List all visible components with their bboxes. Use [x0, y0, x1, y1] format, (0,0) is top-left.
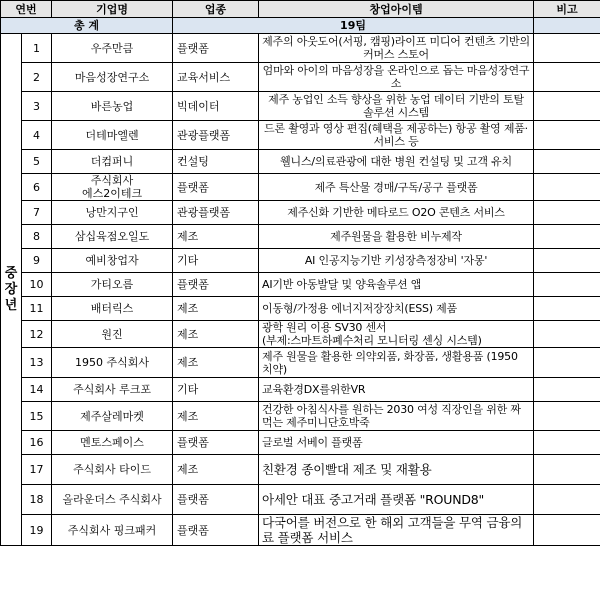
company-name: 더테마엘렌	[52, 121, 173, 150]
company-name: 주식회사 에스2이테크	[52, 174, 173, 201]
row-number: 7	[22, 201, 52, 225]
row-number: 12	[22, 321, 52, 348]
table-row	[1, 348, 600, 378]
company-name: 제주살레마켓	[52, 402, 173, 431]
startup-item: 다국어를 버전으로 한 해외 고객들을 무역 금융의료 플랫폼 서비스	[259, 515, 534, 546]
industry: 플랫폼	[173, 34, 259, 63]
remark	[534, 225, 600, 249]
company-name: 가티오름	[52, 273, 173, 297]
table-row	[1, 174, 600, 201]
company-name: 바른농업	[52, 92, 173, 121]
industry: 플랫폼	[173, 174, 259, 201]
company-name: 주식회사 루크포	[52, 378, 173, 402]
row-number: 18	[22, 485, 52, 515]
startup-item: 건강한 아침식사를 원하는 2030 여성 직장인을 위한 짜먹는 제주미니단호박죽	[259, 402, 534, 431]
company-name: 우주만큼	[52, 34, 173, 63]
industry: 제조	[173, 225, 259, 249]
row-number: 17	[22, 455, 52, 485]
row-number: 2	[22, 63, 52, 92]
startup-item: AI기반 아동발달 및 양육솔루션 앱	[259, 273, 534, 297]
remark	[534, 402, 600, 431]
remark	[534, 297, 600, 321]
startup-item: 제주 특산물 경매/구독/공구 플랫폼	[259, 174, 534, 201]
company-name: 배터릭스	[52, 297, 173, 321]
table-row	[1, 402, 600, 431]
table-row	[1, 150, 600, 174]
remark	[534, 34, 600, 63]
remark	[534, 321, 600, 348]
company-name: 주식회사 타이드	[52, 455, 173, 485]
row-number: 6	[22, 174, 52, 201]
industry: 제조	[173, 297, 259, 321]
industry: 플랫폼	[173, 273, 259, 297]
company-name: 1950 주식회사	[52, 348, 173, 378]
industry: 기타	[173, 249, 259, 273]
industry: 플랫폼	[173, 431, 259, 455]
table-row	[1, 273, 600, 297]
company-name: 마음성장연구소	[52, 63, 173, 92]
row-number: 5	[22, 150, 52, 174]
table-row	[1, 485, 600, 515]
company-name: 삼십육점오일도	[52, 225, 173, 249]
table-row	[1, 431, 600, 455]
table-row	[1, 34, 600, 63]
header-company: 기업명	[52, 1, 173, 18]
industry: 플랫폼	[173, 485, 259, 515]
company-name: 올라운더스 주식회사	[52, 485, 173, 515]
header-row	[1, 1, 600, 18]
company-name: 더컴퍼니	[52, 150, 173, 174]
startup-item: 글로벌 서베이 플랫폼	[259, 431, 534, 455]
remark	[534, 485, 600, 515]
table-row	[1, 92, 600, 121]
remark	[534, 455, 600, 485]
remark	[534, 515, 600, 546]
startup-item: AI 인공지능기반 키성장측정장비 '자몽'	[259, 249, 534, 273]
table-row	[1, 378, 600, 402]
company-name: 원진	[52, 321, 173, 348]
remark	[534, 92, 600, 121]
company-name: 예비창업자	[52, 249, 173, 273]
remark	[534, 273, 600, 297]
remark	[534, 378, 600, 402]
table-row	[1, 515, 600, 546]
startup-item: 드론 촬영과 영상 편집(혜택을 제공하는) 항공 촬영 제품·서비스 등	[259, 121, 534, 150]
industry: 컨설팅	[173, 150, 259, 174]
row-number: 3	[22, 92, 52, 121]
row-number: 15	[22, 402, 52, 431]
total-remark	[534, 18, 600, 34]
startup-item: 교육환경DX를위한VR	[259, 378, 534, 402]
startup-item: 친환경 종이빨대 제조 및 재활용	[259, 455, 534, 485]
startup-item: 제주 농업인 소득 향상을 위한 농업 데이터 기반의 토탈 솔루션 시스템	[259, 92, 534, 121]
remark	[534, 431, 600, 455]
header-no: 연번	[1, 1, 52, 18]
remark	[534, 249, 600, 273]
remark	[534, 174, 600, 201]
table-row	[1, 297, 600, 321]
table-row	[1, 121, 600, 150]
table-row	[1, 321, 600, 348]
startup-item: 아세안 대표 중고거래 플랫폼 "ROUND8"	[259, 485, 534, 515]
industry: 제조	[173, 321, 259, 348]
row-number: 8	[22, 225, 52, 249]
startup-item: 제주신화 기반한 메타로드 O2O 콘텐츠 서비스	[259, 201, 534, 225]
row-number: 13	[22, 348, 52, 378]
industry: 제조	[173, 455, 259, 485]
table-row	[1, 455, 600, 485]
total-value: 19팀	[173, 18, 534, 34]
table-row	[1, 249, 600, 273]
remark	[534, 150, 600, 174]
remark	[534, 121, 600, 150]
row-number: 19	[22, 515, 52, 546]
company-name: 멘토스페이스	[52, 431, 173, 455]
startup-item: 웰니스/의료관광에 대한 병원 컨설팅 및 고객 유치	[259, 150, 534, 174]
table-row	[1, 225, 600, 249]
row-number: 14	[22, 378, 52, 402]
table-row	[1, 201, 600, 225]
table-row	[1, 63, 600, 92]
industry: 빅데이터	[173, 92, 259, 121]
startup-item: 엄마와 아이의 마음성장을 온라인으로 돕는 마음성장연구소	[259, 63, 534, 92]
row-number: 4	[22, 121, 52, 150]
total-label: 총 계	[1, 18, 173, 34]
row-number: 10	[22, 273, 52, 297]
industry: 관광플랫폼	[173, 121, 259, 150]
row-number: 16	[22, 431, 52, 455]
remark	[534, 201, 600, 225]
company-name: 낭만지구인	[52, 201, 173, 225]
industry: 기타	[173, 378, 259, 402]
header-remark: 비고	[534, 1, 600, 18]
industry: 교육서비스	[173, 63, 259, 92]
industry: 제조	[173, 402, 259, 431]
company-name: 주식회사 핑크패커	[52, 515, 173, 546]
industry: 관광플랫폼	[173, 201, 259, 225]
row-number: 9	[22, 249, 52, 273]
industry: 제조	[173, 348, 259, 378]
startup-item: 제주원물을 활용한 비누제작	[259, 225, 534, 249]
total-row	[1, 18, 600, 34]
startup-item: 이동형/가정용 에너지저장장치(ESS) 제품	[259, 297, 534, 321]
remark	[534, 348, 600, 378]
row-number: 11	[22, 297, 52, 321]
header-item: 창업아이템	[259, 1, 534, 18]
group-label: 중 장 년	[1, 34, 22, 546]
row-number: 1	[22, 34, 52, 63]
startup-item: 제주 원물을 활용한 의약외품, 화장품, 생활용품 (1950 치약)	[259, 348, 534, 378]
remark	[534, 63, 600, 92]
startup-item: 광학 원리 이용 SV30 센서 (부제:스마트하폐수처리 모니터링 센싱 시스템)	[259, 321, 534, 348]
startup-item: 제주의 아웃도어(서핑, 캠핑)라이프 미디어 컨텐츠 기반의 커머스 스토어	[259, 34, 534, 63]
header-industry: 업종	[173, 1, 259, 18]
industry: 플랫폼	[173, 515, 259, 546]
